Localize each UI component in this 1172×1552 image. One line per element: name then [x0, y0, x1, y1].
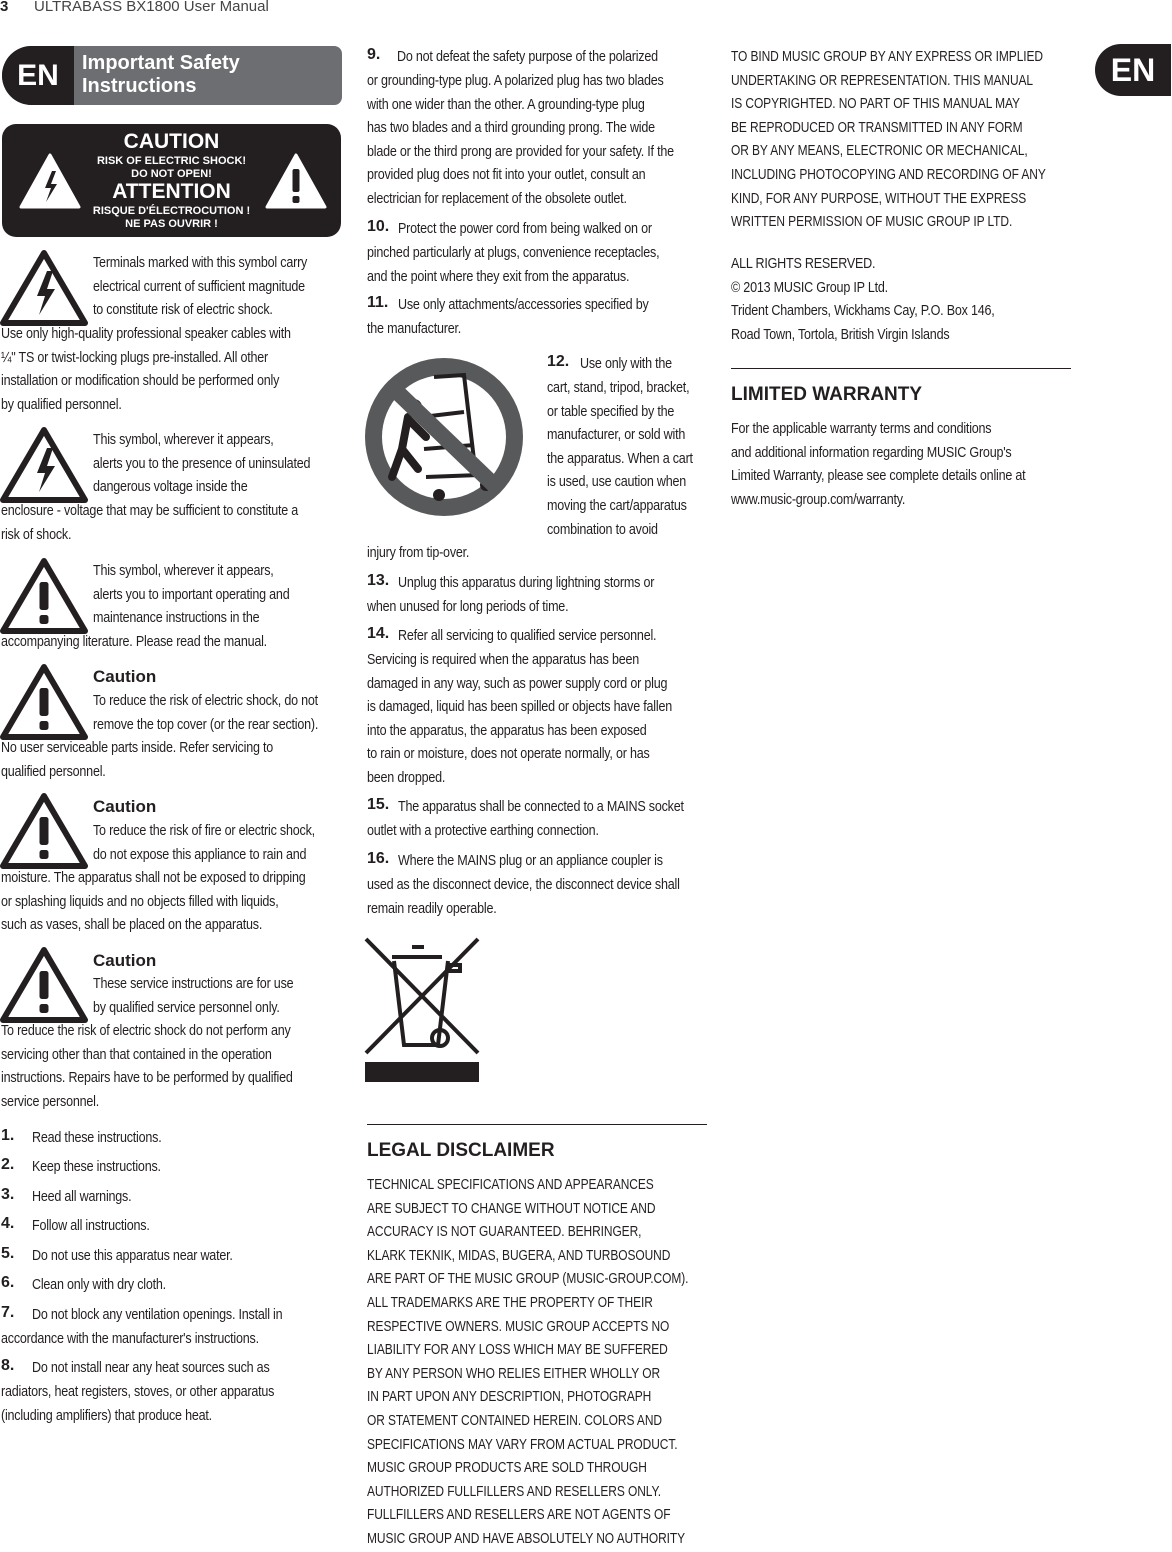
exclamation-icon: [0, 555, 88, 635]
text-line: alerts you to the presence of uninsulated: [93, 455, 311, 472]
text-line: Do not block any ventilation openings. Install in: [32, 1307, 283, 1323]
text-line: or grounding-type plug. A polarized plug has two blades: [367, 73, 664, 89]
text-line: accordance with the manufacturer's instructions.: [1, 1331, 259, 1347]
item-number: 16.: [367, 850, 390, 867]
item-text: Follow all instructions.: [32, 1218, 150, 1234]
text-line: ALL TRADEMARKS ARE THE PROPERTY OF THEIR: [367, 1294, 653, 1311]
divider: [731, 368, 1071, 369]
manual-title: ULTRABASS BX1800 User Manual: [34, 0, 269, 15]
text-line: moisture. The apparatus shall not be exposed to dripping: [1, 870, 306, 886]
text-line: LIABILITY FOR ANY LOSS WHICH MAY BE SUFFERED: [367, 1342, 668, 1359]
text-line: by qualified personnel.: [1, 396, 122, 413]
legal-disclaimer-heading: LEGAL DISCLAIMER: [367, 1140, 555, 1161]
text-line: pinched particularly at plugs, convenience receptacles,: [367, 245, 660, 261]
text-line: The apparatus shall be connected to a MAINS socket: [398, 799, 684, 815]
item-body: [367, 874, 680, 921]
item-number: 8.: [1, 1357, 15, 1374]
item-number: 6.: [1, 1274, 15, 1291]
text-line: has two blades and a third grounding prong. The wide: [367, 120, 655, 137]
text-line: This symbol, wherever it appears,: [93, 432, 274, 448]
text-line: To reduce the risk of electric shock do not perform any: [1, 1023, 291, 1039]
exclamation-icon: [0, 944, 88, 1024]
legal-disclaimer-text-cont: [731, 46, 1046, 235]
operating-instructions-text-cont: [1, 631, 267, 655]
language-tab: EN: [1095, 44, 1171, 96]
text-line: dangerous voltage inside the: [93, 479, 248, 496]
item-text: Read these instructions.: [32, 1130, 162, 1146]
symbol-electric-text-cont: [1, 323, 291, 417]
text-line: Servicing is required when the apparatus has been: [367, 652, 640, 668]
text-line: ACCURACY IS NOT GUARANTEED. BEHRINGER,: [367, 1224, 642, 1241]
limited-warranty-heading: LIMITED WARRANTY: [731, 384, 923, 405]
text-line: been dropped.: [367, 769, 446, 786]
text-line: and the point where they exit from the apparatus.: [367, 268, 630, 285]
text-line: SPECIFICATIONS MAY VARY FROM ACTUAL PRODUCT.: [367, 1436, 678, 1453]
text-line: FULLFILLERS AND RESELLERS ARE NOT AGENTS OF: [367, 1507, 671, 1524]
item-number: 12.: [547, 353, 570, 370]
text-line: ARE SUBJECT TO CHANGE WITHOUT NOTICE AND: [367, 1200, 656, 1217]
exclamation-icon: [0, 661, 88, 741]
text-line: RESPECTIVE OWNERS. MUSIC GROUP ACCEPTS NO: [367, 1318, 670, 1335]
weee-crossed-bin-icon: [364, 937, 480, 1083]
text-line: WRITTEN PERMISSION OF MUSIC GROUP IP LTD.: [731, 214, 1013, 231]
item-number: 3.: [1, 1186, 15, 1203]
uninsulated-voltage-text: [93, 429, 310, 500]
text-line: cart, stand, tripod, bracket,: [547, 380, 690, 396]
text-line: To reduce the risk of fire or electric shock,: [93, 823, 315, 839]
item-number: 11.: [367, 294, 389, 311]
text-line: radiators, heat registers, stoves, or other apparatus: [1, 1384, 275, 1400]
text-line: electrical current of sufficient magnitude: [93, 278, 305, 295]
divider: [367, 1124, 707, 1125]
item-number: 13.: [367, 572, 390, 589]
text-line: Use only attachments/accessories specified by: [398, 297, 649, 313]
caution-top-cover-text-cont: [1, 737, 273, 784]
attention-text: [2, 205, 341, 231]
caution-heading: Caution: [93, 667, 157, 686]
uninsulated-voltage-text-cont: [1, 500, 298, 547]
text-line: combination to avoid: [547, 521, 658, 538]
item-number: 14.: [367, 625, 390, 642]
text-line: or table specified by the: [547, 403, 675, 420]
item-number: 7.: [1, 1304, 15, 1321]
section-title-line: Important Safety: [82, 52, 240, 74]
text-line: Use only with the: [580, 356, 672, 372]
caution-heading: CAUTION: [123, 130, 220, 153]
caution-text-line: DO NOT OPEN!: [131, 168, 212, 180]
text-line: into the apparatus, the apparatus has been exposed: [367, 722, 647, 739]
text-line: blade or the third prong are provided for your safety. If the: [367, 143, 674, 160]
item-text: Clean only with dry cloth.: [32, 1277, 166, 1293]
item-text: Do not use this apparatus near water.: [32, 1248, 233, 1264]
text-line: manufacturer, or sold with: [547, 427, 686, 444]
text-line: Do not install near any heat sources such as: [32, 1360, 270, 1376]
text-line: to constitute risk of electric shock.: [93, 302, 273, 319]
electric-shock-icon: [0, 247, 88, 327]
rights-block: [731, 253, 995, 347]
text-line: BE REPRODUCED OR TRANSMITTED IN ANY FORM: [731, 119, 1023, 136]
text-line: when unused for long periods of time.: [367, 599, 569, 615]
text-line: instructions. Repairs have to be performed by qualified: [1, 1070, 293, 1087]
item-body: [547, 377, 693, 542]
text-line: Terminals marked with this symbol carry: [93, 255, 308, 271]
operating-instructions-text: [93, 560, 289, 631]
text-line: electrician for replacement of the obsolete outlet.: [367, 190, 627, 207]
text-line: is used, use caution when: [547, 474, 687, 491]
text-line: by qualified service personnel only.: [93, 999, 280, 1016]
text-line: (including amplifiers) that produce heat.: [1, 1408, 212, 1424]
text-line: TO BIND MUSIC GROUP BY ANY EXPRESS OR IMPLIED: [731, 49, 1043, 65]
caution-moisture-text: [93, 820, 315, 867]
page-number: 3: [0, 0, 9, 15]
text-line: TECHNICAL SPECIFICATIONS AND APPEARANCES: [367, 1177, 654, 1193]
language-badge: EN: [2, 46, 74, 105]
text-line: to rain or moisture, does not operate normally, or has: [367, 746, 650, 763]
electric-shock-icon: [0, 424, 88, 504]
exclamation-icon: [0, 790, 88, 870]
text-line: www.music-group.com/warranty.: [731, 491, 906, 508]
text-line: To reduce the risk of electric shock, do not: [93, 693, 318, 709]
text-line: © 2013 MUSIC Group IP Ltd.: [731, 279, 888, 296]
item-body: [367, 70, 674, 212]
text-line: qualified personnel.: [1, 763, 106, 780]
text-line: such as vases, shall be placed on the apparatus.: [1, 917, 263, 934]
text-line: servicing other than that contained in the operation: [1, 1046, 272, 1063]
item-text: Heed all warnings.: [32, 1189, 132, 1205]
text-line: Use only high-quality professional speaker cables with: [1, 326, 291, 342]
text-line: Limited Warranty, please see complete details online at: [731, 468, 1026, 485]
attention-heading: ATTENTION: [112, 180, 231, 203]
text-line: remove the top cover (or the rear section).: [93, 716, 319, 733]
text-line: Where the MAINS plug or an appliance coupler is: [398, 853, 663, 869]
item-body: [367, 242, 659, 289]
text-line: ¼" TS or twist-locking plugs pre-installed. All other: [1, 349, 268, 366]
caution-heading: Caution: [93, 951, 157, 970]
caution-moisture-text-cont: [1, 867, 305, 938]
item-number: 4.: [1, 1215, 15, 1232]
text-line: Protect the power cord from being walked on or: [398, 221, 652, 237]
cart-tip-over-icon: [364, 357, 524, 517]
text-line: Unplug this apparatus during lightning storms or: [398, 575, 655, 591]
text-line: KIND, FOR ANY PURPOSE, WITHOUT THE EXPRESS: [731, 190, 1027, 207]
text-line: IS COPYRIGHTED. NO PART OF THIS MANUAL MAY: [731, 96, 1020, 113]
text-line: Do not defeat the safety purpose of the polarized: [397, 49, 658, 65]
text-line: ARE PART OF THE MUSIC GROUP (MUSIC-GROUP.COM).: [367, 1271, 689, 1288]
symbol-electric-text: [93, 252, 307, 323]
text-line: INCLUDING PHOTOCOPYING AND RECORDING OF ANY: [731, 166, 1046, 183]
text-line: the manufacturer.: [367, 321, 462, 337]
text-line: This symbol, wherever it appears,: [93, 563, 274, 579]
caution-text: [2, 155, 341, 181]
text-line: moving the cart/apparatus: [547, 497, 687, 514]
item-number: 5.: [1, 1245, 15, 1262]
text-line: OR BY ANY MEANS, ELECTRONIC OR MECHANICAL,: [731, 143, 1028, 160]
text-line: MUSIC GROUP PRODUCTS ARE SOLD THROUGH: [367, 1460, 647, 1477]
text-line: BY ANY PERSON WHO RELIES EITHER WHOLLY OR: [367, 1365, 661, 1382]
attention-text-line: RISQUE D'ÉLECTROCUTION !: [92, 205, 251, 217]
caution-service-text-cont: [1, 1020, 293, 1114]
text-line: damaged in any way, such as power supply cord or plug: [367, 675, 668, 692]
text-line: Trident Chambers, Wickhams Cay, P.O. Box 146,: [731, 303, 995, 320]
text-line: KLARK TEKNIK, MIDAS, BUGERA, AND TURBOSOUND: [367, 1247, 671, 1264]
text-line: MUSIC GROUP AND HAVE ABSOLUTELY NO AUTHORITY: [367, 1530, 686, 1547]
text-line: AUTHORIZED FULLFILLERS AND RESELLERS ONLY.: [367, 1483, 662, 1500]
text-line: the apparatus. When a cart: [547, 450, 693, 467]
warranty-text: [731, 418, 1025, 512]
text-line: do not expose this appliance to rain and: [93, 846, 307, 863]
text-line: with one wider than the other. A grounding-type plug: [367, 96, 645, 113]
item-number: 2.: [1, 1156, 15, 1173]
text-line: or splashing liquids and no objects filled with liquids,: [1, 893, 279, 910]
text-line: OR STATEMENT CONTAINED HEREIN. COLORS AND: [367, 1412, 662, 1429]
caution-text-line: RISK OF ELECTRIC SHOCK!: [96, 155, 247, 167]
text-line: and additional information regarding MUSIC Group's: [731, 444, 1012, 461]
text-line: outlet with a protective earthing connection.: [367, 823, 599, 839]
text-line: accompanying literature. Please read the manual.: [1, 634, 267, 650]
text-line: These service instructions are for use: [93, 976, 294, 992]
text-line: maintenance instructions in the: [93, 610, 260, 627]
caution-service-text: [93, 973, 293, 1020]
text-line: used as the disconnect device, the disconnect device shall: [367, 877, 680, 893]
attention-text-line: NE PAS OUVRIR !: [125, 218, 218, 230]
item-number: 9.: [367, 46, 381, 63]
text-line: enclosure - voltage that may be sufficient to constitute a: [1, 503, 299, 519]
text-line: IN PART UPON ANY DESCRIPTION, PHOTOGRAPH: [367, 1389, 652, 1406]
text-line: UNDERTAKING OR REPRESENTATION. THIS MANUAL: [731, 72, 1033, 89]
text-line: injury from tip-over.: [367, 545, 470, 561]
text-line: Refer all servicing to qualified service personnel.: [398, 628, 657, 644]
text-line: installation or modification should be performed only: [1, 373, 280, 390]
legal-disclaimer-text: [367, 1174, 688, 1552]
item-number: 15.: [367, 796, 390, 813]
caution-top-cover-text: [93, 690, 318, 737]
text-line: risk of shock.: [1, 526, 72, 543]
text-line: provided plug does not fit into your outlet, consult an: [367, 167, 646, 184]
text-line: No user serviceable parts inside. Refer servicing to: [1, 740, 274, 756]
caution-label-box: [2, 124, 341, 237]
item-text: Keep these instructions.: [32, 1159, 161, 1175]
item-body: [367, 649, 672, 791]
caution-heading: Caution: [93, 797, 157, 816]
section-title-bar: [2, 46, 342, 105]
text-line: service personnel.: [1, 1093, 99, 1110]
text-line: For the applicable warranty terms and conditions: [731, 421, 992, 437]
section-title-line: Instructions: [82, 75, 197, 97]
text-line: alerts you to important operating and: [93, 586, 290, 603]
section-title: [82, 52, 240, 98]
text-line: is damaged, liquid has been spilled or objects have fallen: [367, 699, 672, 716]
item-number: 1.: [1, 1127, 15, 1144]
item-number: 10.: [367, 218, 390, 235]
text-line: ALL RIGHTS RESERVED.: [731, 256, 876, 272]
text-line: Road Town, Tortola, British Virgin Islands: [731, 326, 950, 343]
text-line: remain readily operable.: [367, 900, 497, 917]
